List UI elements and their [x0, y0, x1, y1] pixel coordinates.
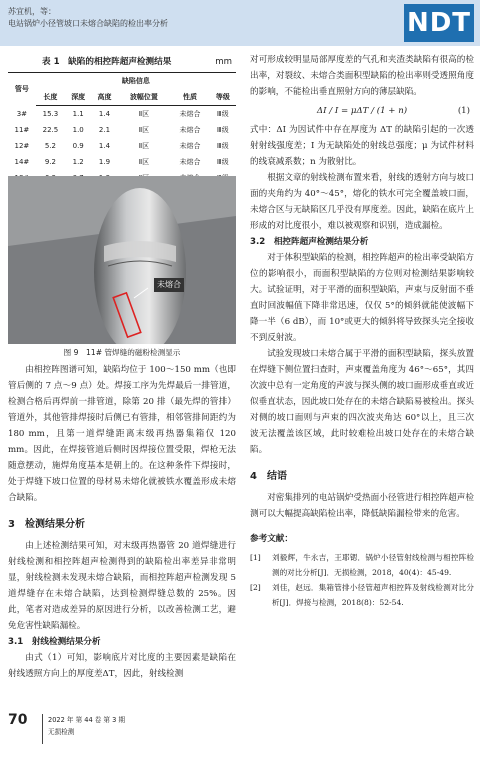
table-row: [8, 154, 236, 170]
table-cell: 未熔合: [179, 126, 201, 134]
table-unit: mm: [215, 57, 232, 67]
page-footer: [8, 712, 208, 752]
table-cell: 1.2: [72, 158, 84, 166]
table-cell: Ⅱ区: [138, 126, 150, 134]
figure-caption: 图 9 11# 管焊缝的磁粉检测显示: [63, 348, 181, 357]
table-cell: 未熔合: [179, 158, 201, 166]
body-paragraph: 根据文章的射线检测布置来看，射线的透射方向与坡口面的夹角约为 40°～45°，熔化的铁水可完全覆盖坡口面，未熔合区与无缺陷区几乎没有厚度差。因此，缺陷在底片上形成的对比度很小，难以被观察和识别，造成漏检。: [250, 173, 474, 231]
table-cell: 15.3: [42, 110, 59, 118]
header-running-title: 电站锅炉小径管坡口未熔合缺陷的检出率分析: [8, 19, 168, 28]
body-paragraph: 对可形成较明显局部厚度差的气孔和夹渣类缺陷有很高的检出率，对裂纹、未熔合类面积型缺陷的检出率则受透照角度的影响，不能检出垂直照射方向的薄层缺陷。: [250, 55, 474, 97]
page-number: 70: [8, 712, 28, 728]
table-cell: 12#: [14, 142, 30, 150]
table-cell: Ⅱ区: [138, 158, 150, 166]
body-paragraph: 由相控阵图谱可知，缺陷均位于 100～150 mm（也即管后侧的 7 点～9 点）处。焊接工序为先焊最后一排管道，检测合格后再焊前一排管道，除第 20 排（最先焊的管排）管道外，其他管排焊接时后侧已有管排，相邻管排间距约为 180 mm，且第一道焊缝距离末级再热器集箱仅 120 mm。因此，在焊接管道后侧时因焊接位置受限，焊枪无法随意摆动，施焊角度基本是朝上的。在这种条件下焊接时，处于焊缝下坡口位置的母材易未熔化就被铁水覆盖形成未熔合缺陷。: [8, 365, 236, 503]
table-cell: Ⅲ级: [216, 126, 229, 134]
table-cell: 2.1: [98, 126, 111, 134]
footer-divider: [42, 714, 43, 744]
equation-body: ΔI / I = μΔT / (1 + n): [316, 106, 408, 116]
table-header-group: 缺陷信息: [36, 73, 236, 90]
left-column: [8, 52, 236, 682]
table-title: 表 1 缺陷的相控阵超声检测结果: [42, 57, 172, 67]
table-row: [8, 138, 236, 154]
equation: [250, 100, 474, 122]
table-cell: 1.9: [98, 158, 111, 166]
footer-journal: 无损检测: [48, 728, 75, 736]
reference-item: [250, 550, 474, 580]
reference-number: [2]: [250, 583, 261, 592]
reference-text: 刘毅辉，牛永吉，王耶锶．锅炉小径管射线检测与相控阵检测的对比分析[J]．无损检测，2018，40(4)：45-49.: [272, 553, 474, 577]
table-cell: Ⅲ级: [216, 110, 229, 118]
table-cell: Ⅱ区: [138, 142, 150, 150]
table-cell: 0.9: [72, 142, 84, 150]
table-cell: 未熔合: [179, 110, 201, 118]
table-cell: Ⅲ级: [216, 158, 229, 166]
equation-number: (1): [457, 106, 470, 116]
right-column: [250, 52, 474, 610]
table-cell: Ⅲ级: [216, 142, 229, 150]
table-cell: 1.4: [98, 110, 111, 118]
table-cell: 1.1: [72, 110, 84, 118]
running-header: [0, 0, 480, 46]
section-heading: 3 检测结果分析: [8, 519, 85, 530]
reference-number: [1]: [250, 553, 261, 562]
table-cell: 1.4: [98, 142, 111, 150]
table-header-cell: 等级: [210, 89, 236, 106]
defect-results-table: [8, 72, 236, 187]
ndt-logo: NDT: [404, 4, 474, 42]
table-header-pipe: 管号: [8, 73, 36, 106]
table-header-cell: 波幅位置: [118, 89, 171, 106]
table-header-cell: 高度: [91, 89, 117, 106]
footer-issue: 2022 年 第 44 卷 第 3 期: [48, 716, 126, 724]
section-heading: 4 结语: [250, 471, 287, 482]
table-cell: 未熔合: [179, 142, 201, 150]
table-header-cell: 长度: [36, 89, 65, 106]
table-cell: 3#: [16, 109, 28, 118]
magnetic-particle-photo: [8, 176, 236, 344]
table-cell: 9.2: [44, 158, 56, 166]
table-cell: 11#: [14, 126, 30, 134]
body-paragraph: 由式（1）可知，影响底片对比度的主要因素是缺陷在射线透照方向上的厚度差ΔT，因此，射线检测: [8, 653, 236, 679]
body-paragraph: 式中：ΔI 为因试件中存在厚度为 ΔT 的缺陷引起的一次透射射线强度差；I 为无缺陷处的射线总强度；μ 为试件材料的线衰减系数；n 为散射比。: [250, 125, 474, 167]
body-paragraph: 由上述检测结果可知，对末级再热器管 20 道焊缝进行射线检测和相控阵超声检测得到的缺陷检出率差异非常明显，射线检测未发现未熔合缺陷，而相控阵超声检测发现 5 道焊缝存在未熔合缺陷，达到检测焊缝总数的 25%。因此，笔者对造成差异的原因进行分析，以改善检测工艺，避免危害性缺陷漏检。: [8, 541, 236, 631]
table-cell: 14#: [14, 158, 30, 166]
table-row: [8, 122, 236, 138]
reference-text: 刘佳，赵远．集箱管排小径管超声相控阵及射线检测对比分析[J]．焊接与检测，2018(8)：52-54.: [272, 583, 474, 607]
references-heading: 参考文献：: [250, 534, 293, 544]
table-cell: 5.2: [44, 142, 56, 150]
body-paragraph: 对于体积型缺陷的检测，相控阵超声的检出率受缺陷方位的影响很小，而面积型缺陷的方位则对检测结果影响较大。试验证明，对于平滑的面积型缺陷，声束与反射面不垂直时回波幅值下降非常迅速，仅仅 5°的倾斜就能使波幅下降一半（6 dB），而 10°或更大的倾斜将导致探头完全接收不到反射波。: [250, 253, 474, 343]
weld-photo-illustration: [8, 176, 236, 344]
subsection-heading: 3.2 相控阵超声检测结果分析: [250, 237, 369, 247]
table-cell: 22.5: [42, 126, 59, 134]
table-row: [8, 106, 236, 123]
defect-label: 未熔合: [154, 278, 184, 292]
body-paragraph: 对密集排列的电站锅炉受热面小径管进行相控阵超声检测可以大幅提高缺陷检出率，降低缺陷漏检带来的危害。: [250, 493, 474, 519]
table-header-cell: 深度: [65, 89, 91, 106]
table-header-cell: 性质: [170, 89, 209, 106]
table-caption: [8, 52, 236, 72]
table-cell: 1.0: [72, 126, 84, 134]
table-cell: Ⅱ区: [138, 110, 150, 118]
header-authors: 苏宜机，等：: [8, 7, 56, 16]
body-paragraph: 试验发现坡口未熔合属于平滑的面积型缺陷，探头放置在焊缝下侧位置扫查时，声束覆盖角度为 46°～65°，其四次波中总有一定角度的声波与探头侧的坡口面形成垂直或近似垂直状态，因此坡口处存在的未熔合缺陷易被检出。探头对侧的坡口面则与声束的四次波夹角达 60°以上，且三次波无法覆盖该区域，此时较难检出坡口处存在的未熔合缺陷。: [250, 349, 474, 455]
subsection-heading: 3.1 射线检测结果分析: [8, 637, 101, 647]
reference-item: [250, 580, 474, 610]
